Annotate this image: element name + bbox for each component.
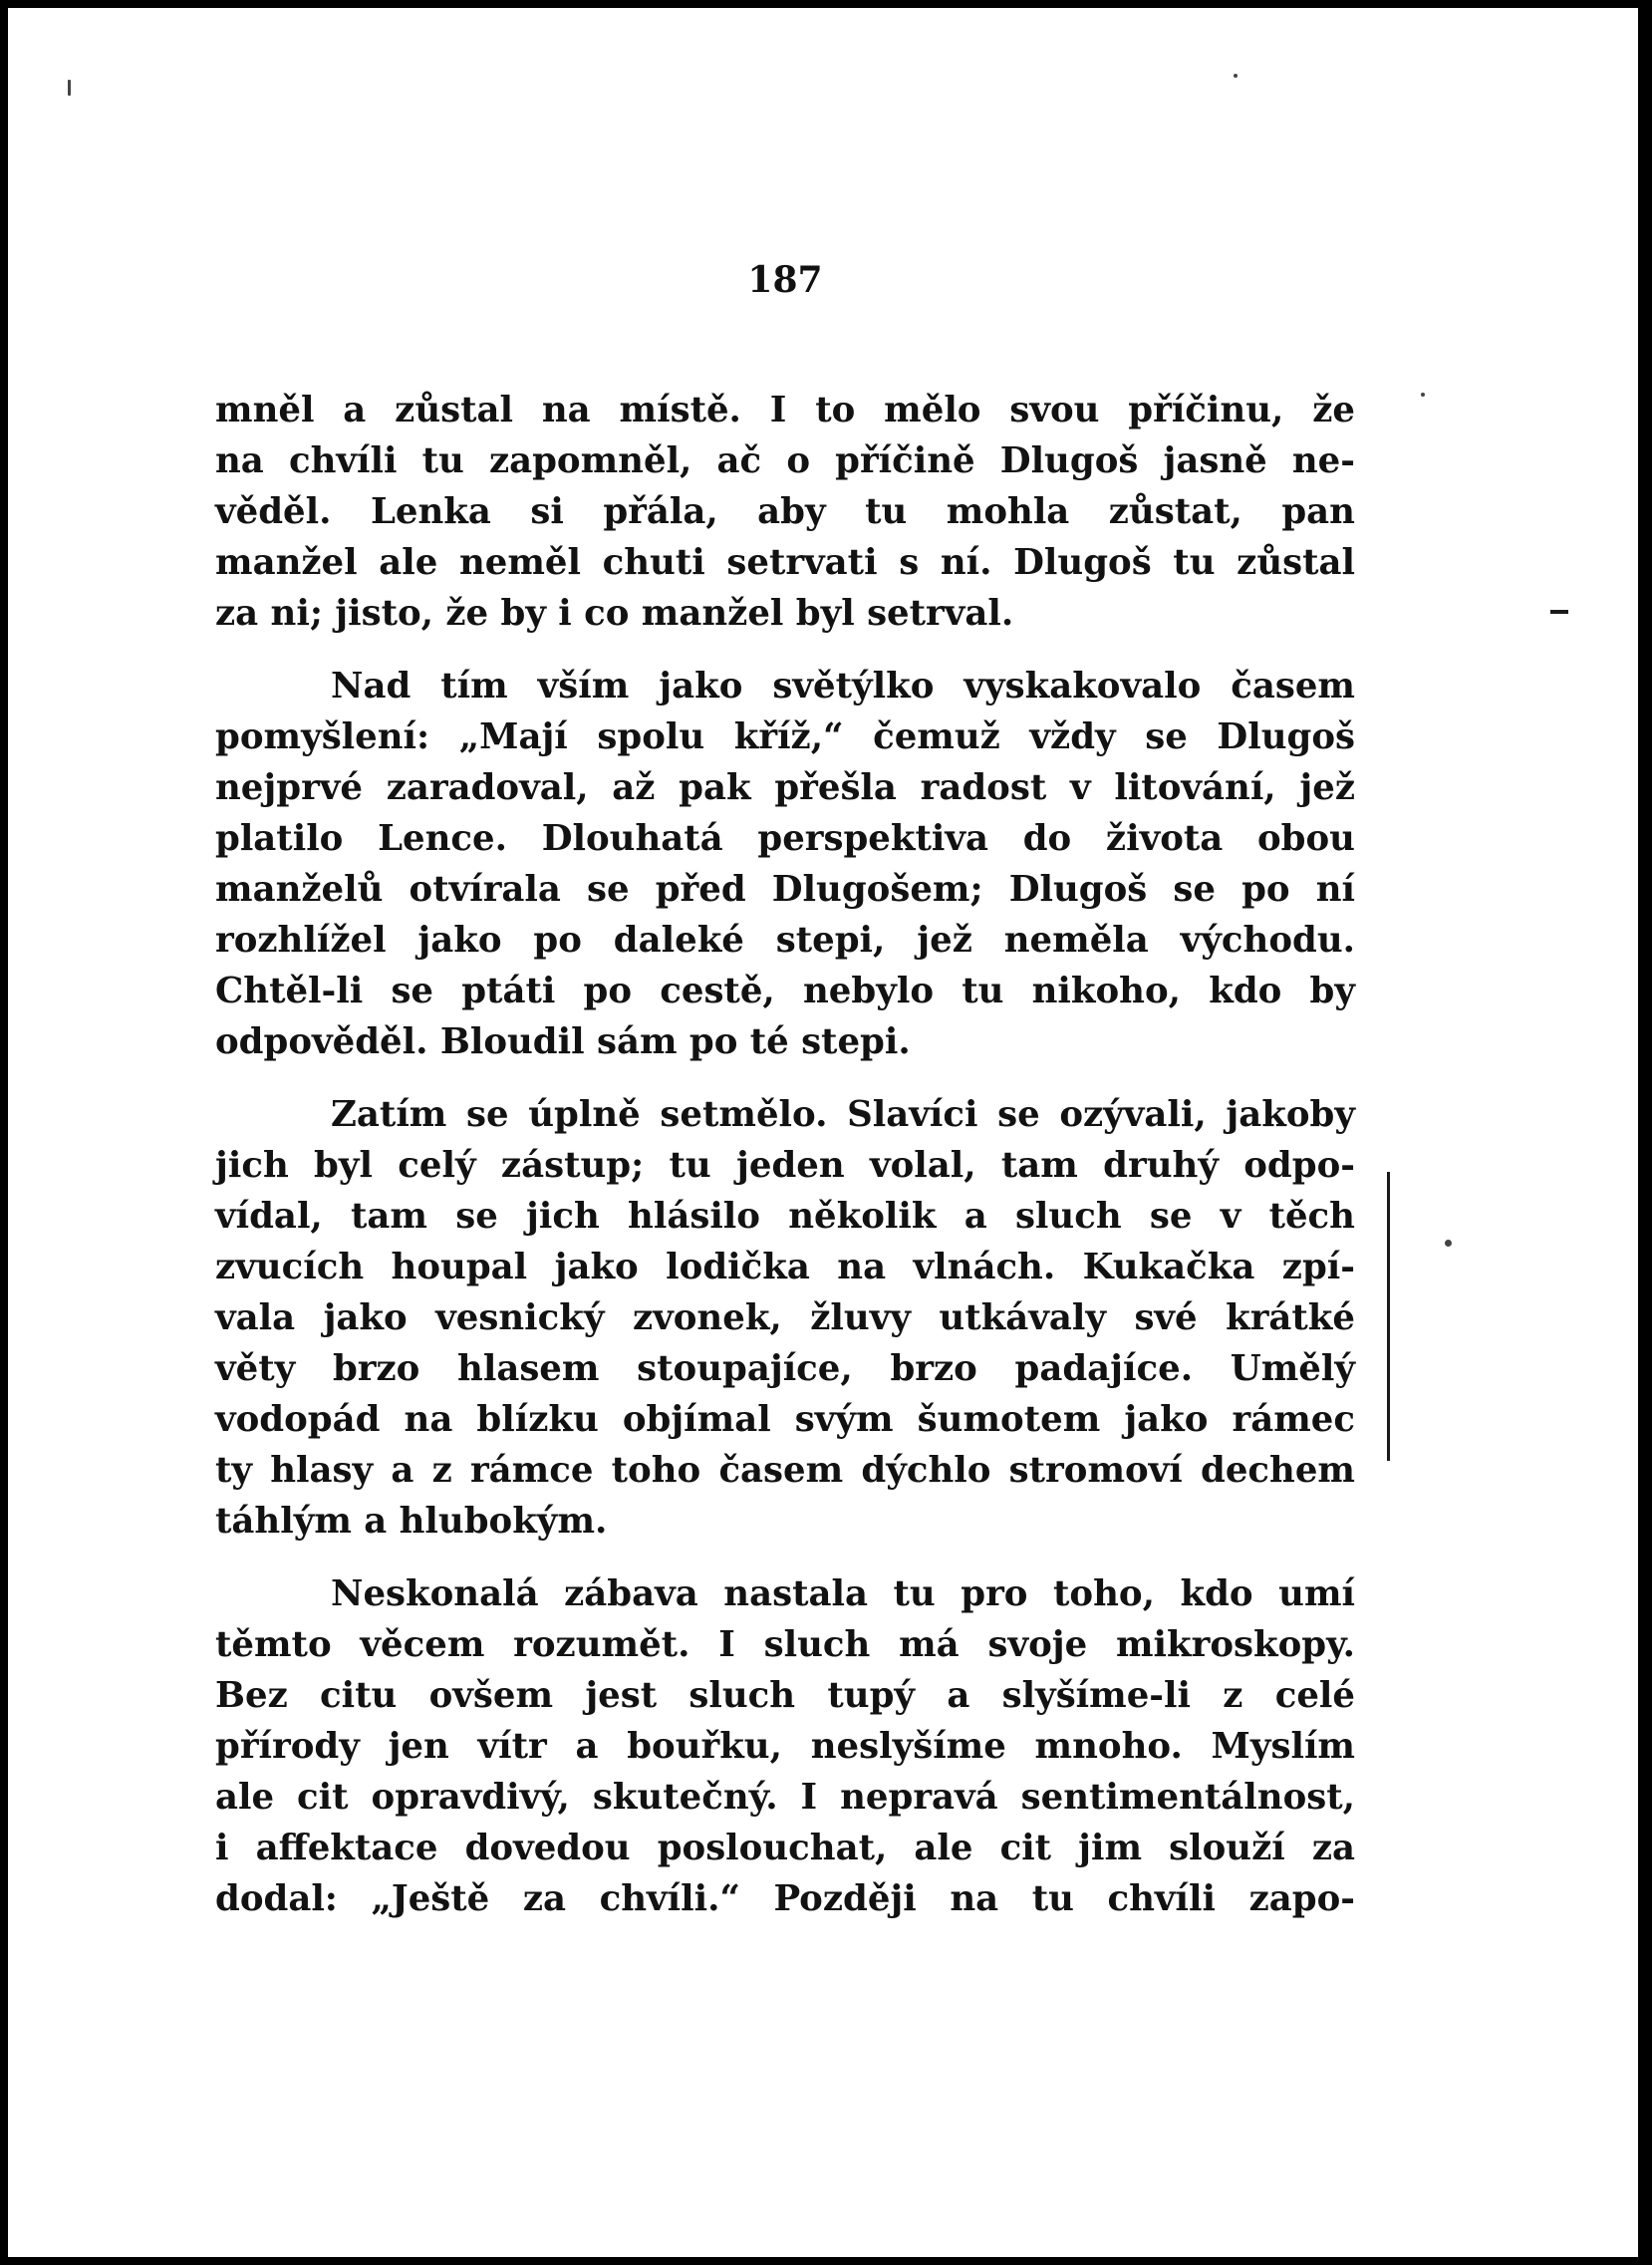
text-line: Bez citu ovšem jest sluch tupý a slyšíme-li z celé <box>215 1675 1355 1716</box>
text-line: nejprvé zaradoval, až pak přešla radost v litování, jež <box>215 767 1355 808</box>
text-line: mněl a zůstal na místě. I to mělo svou příčinu, že <box>215 390 1355 430</box>
text-line: platilo Lence. Dlouhatá perspektiva do života obou <box>215 818 1355 859</box>
text-line: věděl. Lenka si přála, aby tu mohla zůstat, pan <box>215 491 1355 532</box>
text-line: rozhlížel jako po daleké stepi, jež neměla východu. <box>215 920 1355 961</box>
book-page <box>8 8 1638 2257</box>
body-text <box>215 385 1355 1946</box>
text-line: ale cit opravdivý, skutečný. I nepravá sentimentálnost, <box>215 1777 1355 1818</box>
text-line: i affektace dovedou poslouchat, ale cit jim slouží za <box>215 1828 1355 1868</box>
page-number: 187 <box>747 259 823 301</box>
text-line: dodal: „Ještě za chvíli.“ Později na tu chvíli zapo- <box>215 1878 1355 1919</box>
text-line: vodopád na blízku objímal svým šumotem jako rámec <box>215 1399 1355 1440</box>
text-line: vídal, tam se jich hlásilo několik a sluch se v těch <box>215 1196 1355 1237</box>
dust-speck <box>68 80 71 96</box>
margin-dash-mark <box>1550 610 1568 614</box>
text-line: pomyšlení: „Mají spolu kříž,“ čemuž vždy se Dlugoš <box>215 716 1355 757</box>
paragraph-1 <box>215 385 1355 639</box>
text-line: Neskonalá zábava nastala tu pro toho, kdo umí <box>331 1573 1355 1614</box>
paragraph-3 <box>215 1089 1355 1547</box>
text-line: Zatím se úplně setmělo. Slavíci se ozývali, jakoby <box>331 1094 1355 1135</box>
paragraph-4 <box>215 1568 1355 1924</box>
text-line: táhlým a hlubokým. <box>215 1501 608 1542</box>
text-line: odpověděl. Bloudil sám po té stepi. <box>215 1021 911 1062</box>
text-line: Nad tím vším jako světýlko vyskakovalo časem <box>331 666 1355 707</box>
dust-speck <box>1421 393 1425 397</box>
text-line: za ni; jisto, že by i co manžel byl setrval. <box>215 593 1014 634</box>
text-line: těmto věcem rozumět. I sluch má svoje mikroskopy. <box>215 1624 1355 1665</box>
text-line: ty hlasy a z rámce toho časem dýchlo stromoví dechem <box>215 1450 1355 1491</box>
dust-speck <box>1445 1240 1452 1247</box>
margin-vertical-line <box>1387 1172 1390 1461</box>
dust-speck <box>1234 74 1238 78</box>
text-line: vala jako vesnický zvonek, žluvy utkávaly své krátké <box>215 1297 1355 1338</box>
text-line: na chvíli tu zapomněl, ač o příčině Dlugoš jasně ne- <box>215 440 1355 481</box>
text-line: Chtěl-li se ptáti po cestě, nebylo tu nikoho, kdo by <box>215 971 1355 1011</box>
text-line: věty brzo hlasem stoupajíce, brzo padajíce. Umělý <box>215 1348 1355 1389</box>
text-line: zvucích houpal jako lodička na vlnách. Kukačka zpí- <box>215 1247 1355 1287</box>
paragraph-2 <box>215 661 1355 1067</box>
text-line: jich byl celý zástup; tu jeden volal, tam druhý odpo- <box>215 1145 1355 1186</box>
text-line: manžel ale neměl chuti setrvati s ní. Dlugoš tu zůstal <box>215 542 1355 583</box>
text-line: přírody jen vítr a bouřku, neslyšíme mnoho. Myslím <box>215 1726 1355 1767</box>
text-line: manželů otvírala se před Dlugošem; Dlugoš se po ní <box>215 869 1355 910</box>
